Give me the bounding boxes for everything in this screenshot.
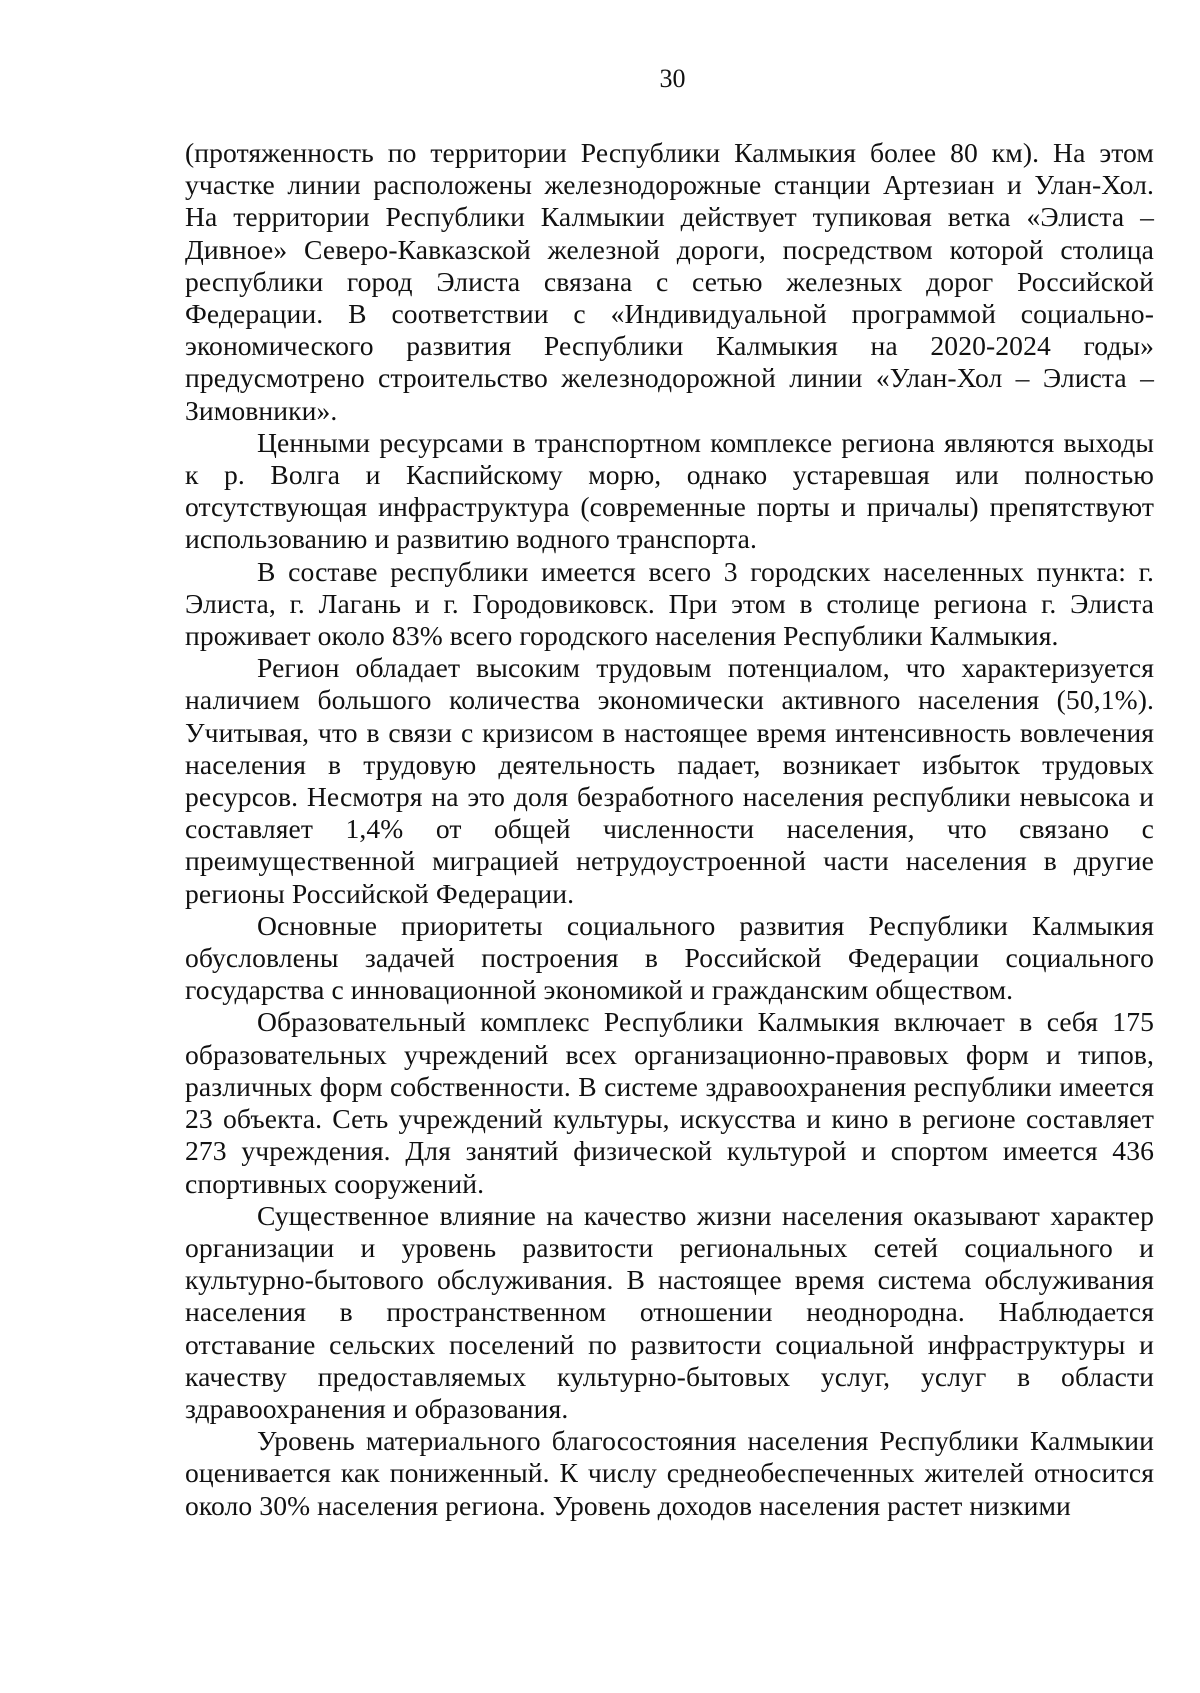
document-body bbox=[185, 137, 1154, 1522]
paragraph-urban-settlements: В составе республики имеется всего 3 городских населенных пункта: г. Элиста, г. Лагань и г. Городовиковск. При этом в столице региона г. Элиста проживает около 83% всего городского населения Республики Калмыкия. bbox=[185, 555, 1154, 652]
paragraph-labor-potential: Регион обладает высоким трудовым потенциалом, что характеризуется наличием большого количества экономически активного населения (50,1%). Учитывая, что в связи с кризисом в настоящее время интенсивность вовлечения населения в трудовую деятельность падает, возникает избыток трудовых ресурсов. Несмотря на это доля безработного населения республики невысока и составляет 1,4% от общей численности населения, что связано с преимущественной миграцией нетрудоустроенной части населения в другие регионы Российской Федерации. bbox=[185, 652, 1154, 909]
paragraph-social-priorities: Основные приоритеты социального развития Республики Калмыкия обусловлены задачей построения в Российской Федерации социального государства с инновационной экономикой и гражданским обществом. bbox=[185, 909, 1154, 1006]
paragraph-water-transport: Ценными ресурсами в транспортном комплексе региона являются выходы к р. Волга и Каспийскому морю, однако устаревшая или полностью отсутствующая инфраструктура (современные порты и причалы) препятствуют использованию и развитию водного транспорта. bbox=[185, 426, 1154, 555]
paragraph-railway-continuation: (протяженность по территории Республики Калмыкия более 80 км). На этом участке линии расположены железнодорожные станции Артезиан и Улан-Хол. На территории Республики Калмыкии действует тупиковая ветка «Элиста – Дивное» Северо-Кавказской железной дороги, посредством которой столица республики город Элиста связана с сетью железных дорог Российской Федерации. В соответствии с «Индивидуальной программой социально-экономического развития Республики Калмыкия на 2020-2024 годы» предусмотрено строительство железнодорожной линии «Улан-Хол – Элиста – Зимовники». bbox=[185, 137, 1154, 426]
paragraph-social-infrastructure: Существенное влияние на качество жизни населения оказывают характер организации и уровень развитости региональных сетей социального и культурно-бытового обслуживания. В настоящее время система обслуживания населения в пространственном отношении неоднородна. Наблюдается отставание сельских поселений по развитости социальной инфраструктуры и качеству предоставляемых культурно-бытовых услуг, услуг в области здравоохранения и образования. bbox=[185, 1199, 1154, 1424]
paragraph-education-health-culture: Образовательный комплекс Республики Калмыкия включает в себя 175 образовательных учреждений всех организационно-правовых форм и типов, различных форм собственности. В системе здравоохранения республики имеется 23 объекта. Сеть учреждений культуры, искусства и кино в регионе составляет 273 учреждения. Для занятий физической культурой и спортом имеется 436 спортивных сооружений. bbox=[185, 1006, 1154, 1199]
paragraph-material-wellbeing: Уровень материального благосостояния населения Республики Калмыкии оценивается как пониженный. К числу среднеобеспеченных жителей относится около 30% населения региона. Уровень доходов населения растет низкими bbox=[185, 1425, 1154, 1521]
page-number: 30 bbox=[659, 64, 686, 93]
